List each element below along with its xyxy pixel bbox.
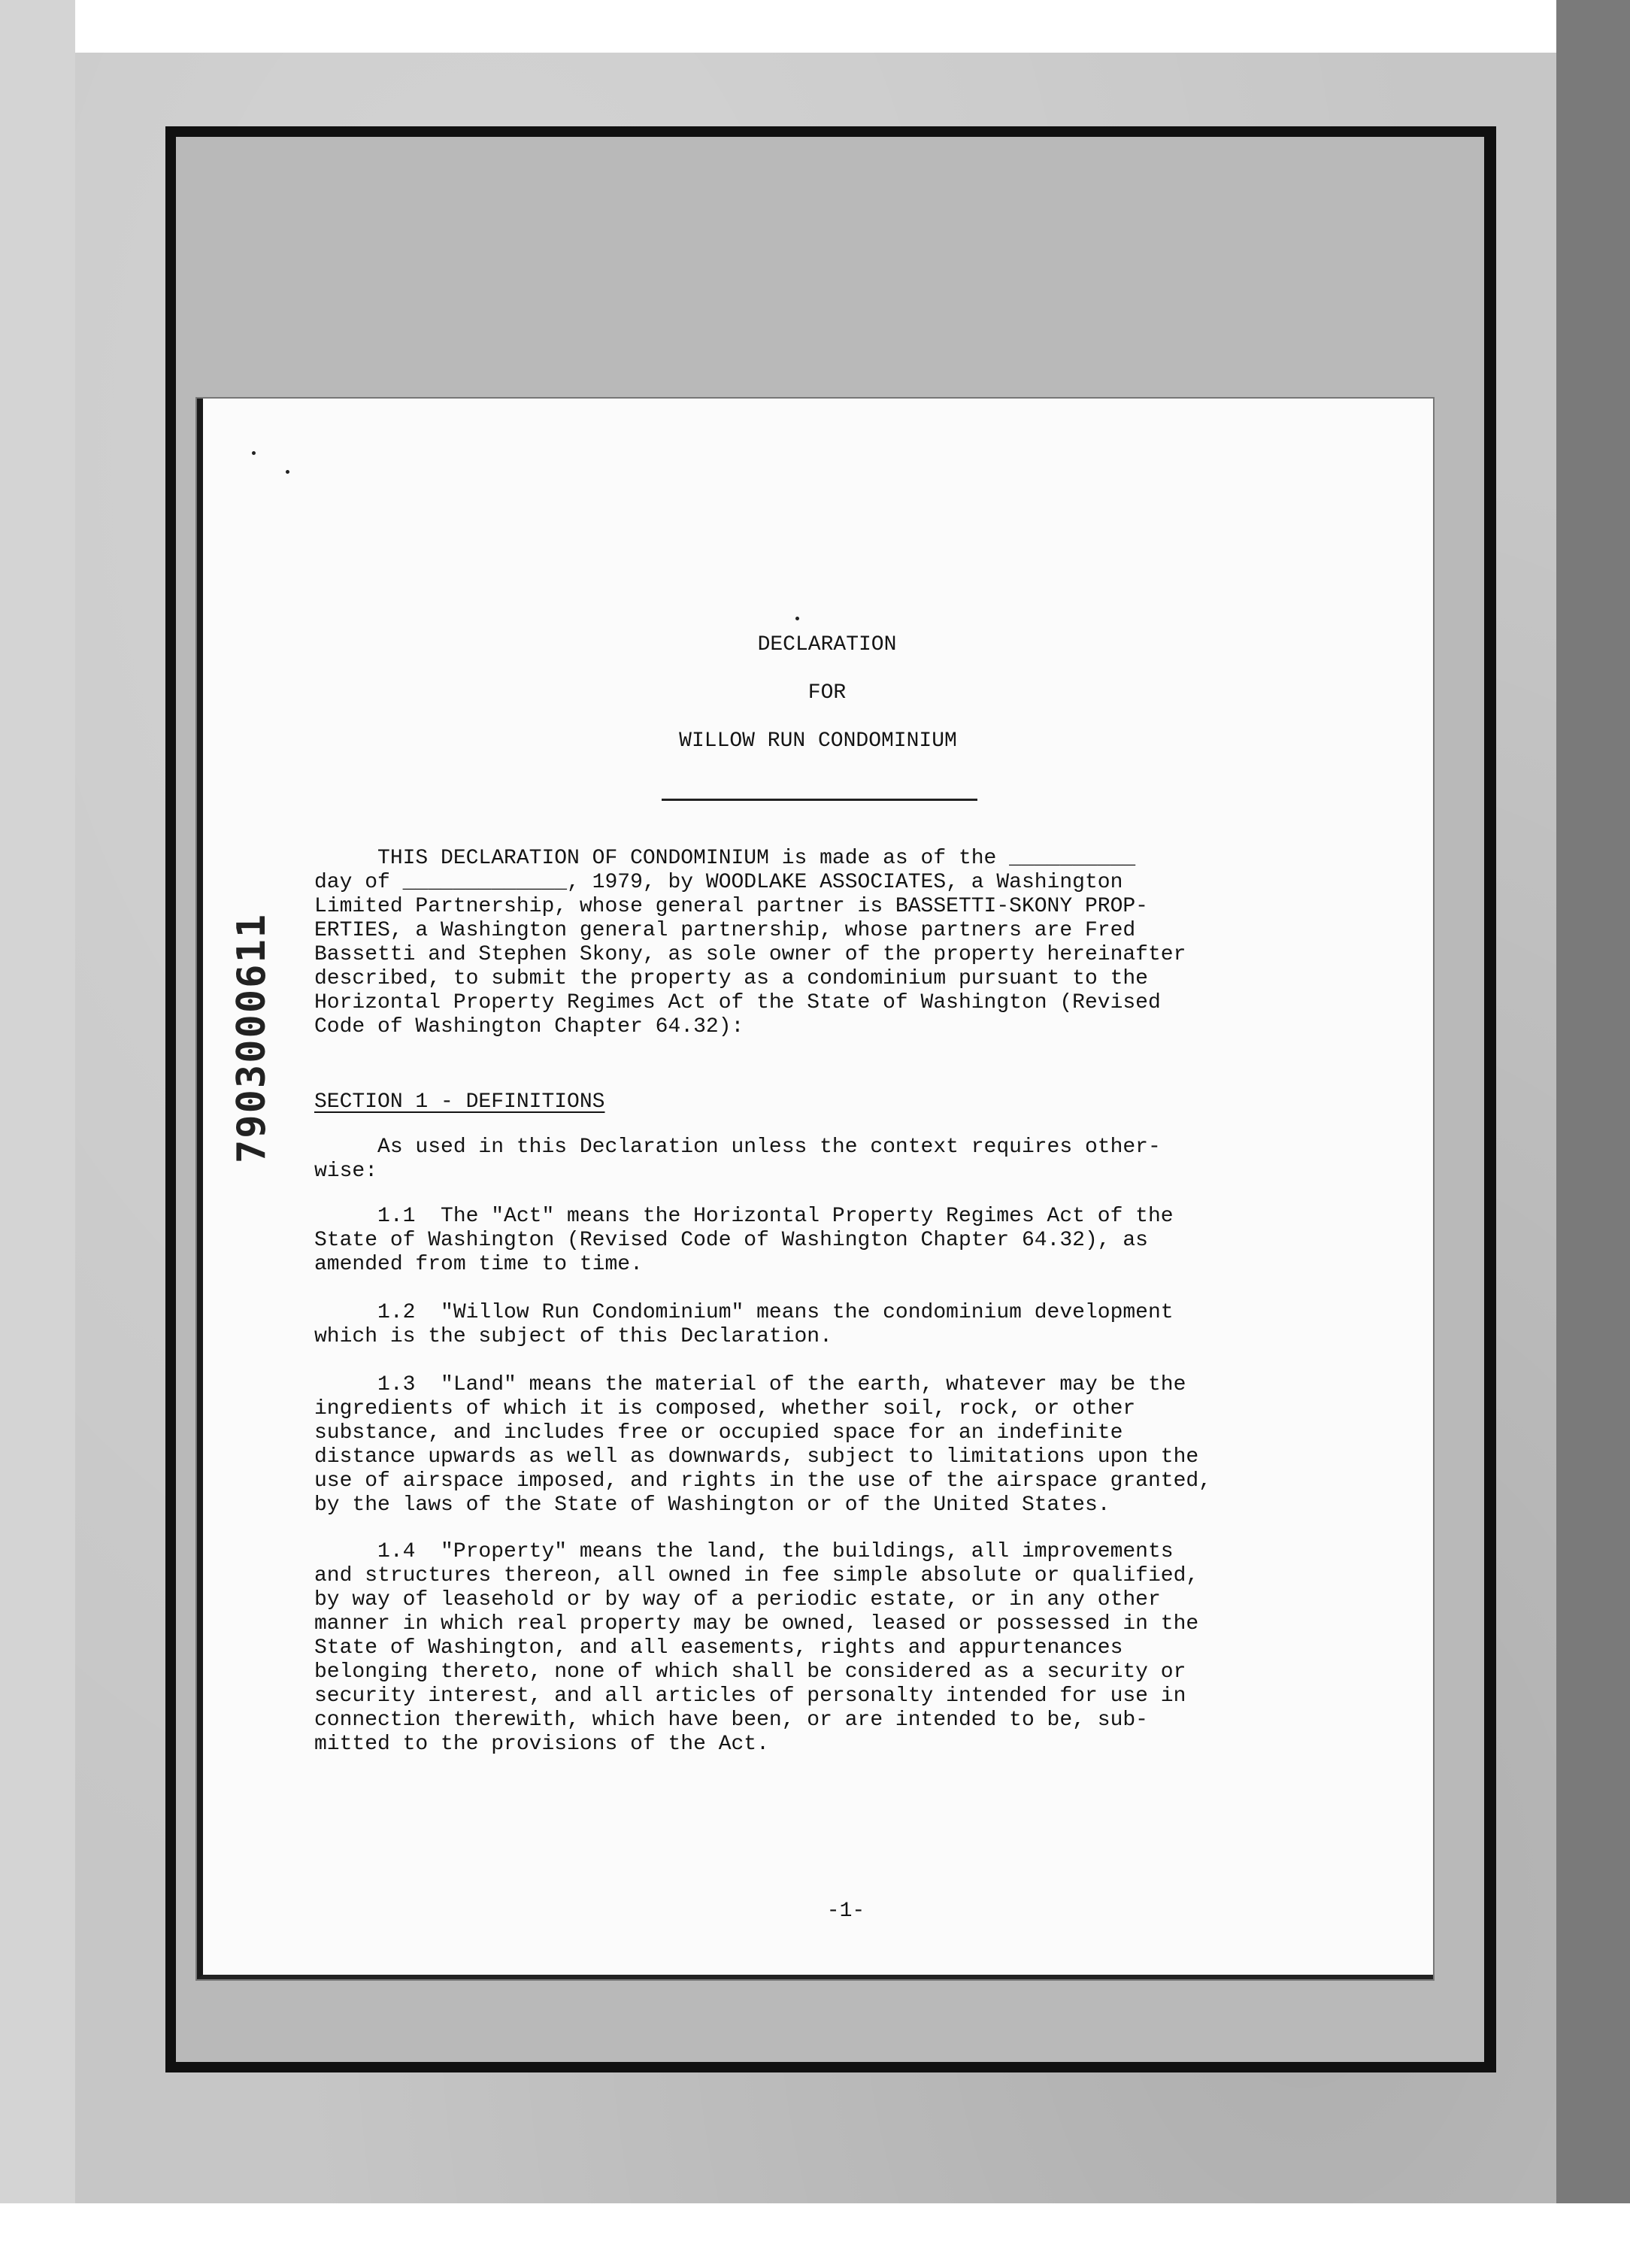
definition-1-4-line: connection therewith, which have been, or are intended to be, sub- [314, 1709, 1148, 1732]
section-intro-paragraph [314, 1136, 1161, 1184]
section-intro-line: As used in this Declaration unless the context requires other- [314, 1136, 1161, 1159]
definition-1-1-line: 1.1 The "Act" means the Horizontal Property Regimes Act of the [314, 1205, 1174, 1228]
definition-1-2 [314, 1301, 1174, 1349]
definition-1-3 [314, 1373, 1211, 1518]
intro-line: Code of Washington Chapter 64.32): [314, 1015, 744, 1038]
speck [795, 617, 799, 620]
definition-1-3-line: ingredients of which it is composed, whether soil, rock, or other [314, 1397, 1136, 1421]
definition-1-4-line: security interest, and all articles of personalty intended for use in [314, 1684, 1186, 1708]
film-edge-bottom [0, 2203, 1630, 2268]
definition-1-1-line: amended from time to time. [314, 1253, 643, 1276]
film-edge-top [0, 0, 1630, 53]
definition-1-3-line: 1.3 "Land" means the material of the earth, whatever may be the [314, 1373, 1186, 1396]
definition-1-4-line: mitted to the provisions of the Act. [314, 1733, 769, 1756]
page-number: -1- [826, 1900, 865, 1923]
film-edge-left [0, 0, 75, 2268]
intro-line: Bassetti and Stephen Skony, as sole owner of the property hereinafter [314, 943, 1186, 966]
heading-divider [662, 799, 977, 801]
section-intro-line: wise: [314, 1160, 378, 1183]
speck [286, 470, 289, 474]
definition-1-4-line: and structures thereon, all owned in fee simple absolute or qualified, [314, 1564, 1199, 1587]
definition-1-4-line: by way of leasehold or by way of a periodic estate, or in any other [314, 1588, 1161, 1612]
intro-line: Horizontal Property Regimes Act of the State of Washington (Revised [314, 991, 1161, 1014]
intro-line: day of _____________, 1979, by WOODLAKE ASSOCIATES, a Washington [314, 871, 1123, 894]
definition-1-1 [314, 1205, 1174, 1277]
intro-line: THIS DECLARATION OF CONDOMINIUM is made as of the __________ [314, 847, 1136, 870]
speck [252, 451, 256, 455]
film-edge-right [1556, 0, 1630, 2268]
definition-1-3-line: distance upwards as well as downwards, subject to limitations upon the [314, 1445, 1199, 1469]
intro-line: Limited Partnership, whose general partner is BASSETTI-SKONY PROP- [314, 895, 1148, 918]
definition-1-3-line: substance, and includes free or occupied space for an indefinite [314, 1421, 1123, 1445]
definition-1-3-line: use of airspace imposed, and rights in the use of the airspace granted, [314, 1469, 1211, 1493]
definition-1-1-line: State of Washington (Revised Code of Washington Chapter 64.32), as [314, 1229, 1148, 1252]
definition-1-4-line: State of Washington, and all easements, rights and appurtenances [314, 1636, 1123, 1660]
definition-1-4-line: 1.4 "Property" means the land, the buildings, all improvements [314, 1540, 1174, 1563]
definition-1-2-line: which is the subject of this Declaration. [314, 1325, 832, 1348]
heading-declaration: DECLARATION [757, 633, 897, 656]
intro-line: ERTIES, a Washington general partnership, whose partners are Fred [314, 919, 1136, 942]
definition-1-4 [314, 1540, 1198, 1757]
definition-1-4-line: belonging thereto, none of which shall be considered as a security or [314, 1660, 1186, 1684]
definition-1-2-line: 1.2 "Willow Run Condominium" means the condominium development [314, 1301, 1174, 1324]
heading-for: FOR [807, 681, 847, 705]
intro-line: described, to submit the property as a condominium pursuant to the [314, 967, 1148, 990]
section-title: SECTION 1 - DEFINITIONS [314, 1090, 605, 1114]
heading-title: WILLOW RUN CONDOMINIUM [679, 729, 957, 753]
definition-1-4-line: manner in which real property may be owned, leased or possessed in the [314, 1612, 1199, 1636]
definition-1-3-line: by the laws of the State of Washington or of the United States. [314, 1493, 1110, 1517]
intro-paragraph [314, 847, 1186, 1039]
filing-stamp: 7903000611 [229, 912, 274, 1163]
